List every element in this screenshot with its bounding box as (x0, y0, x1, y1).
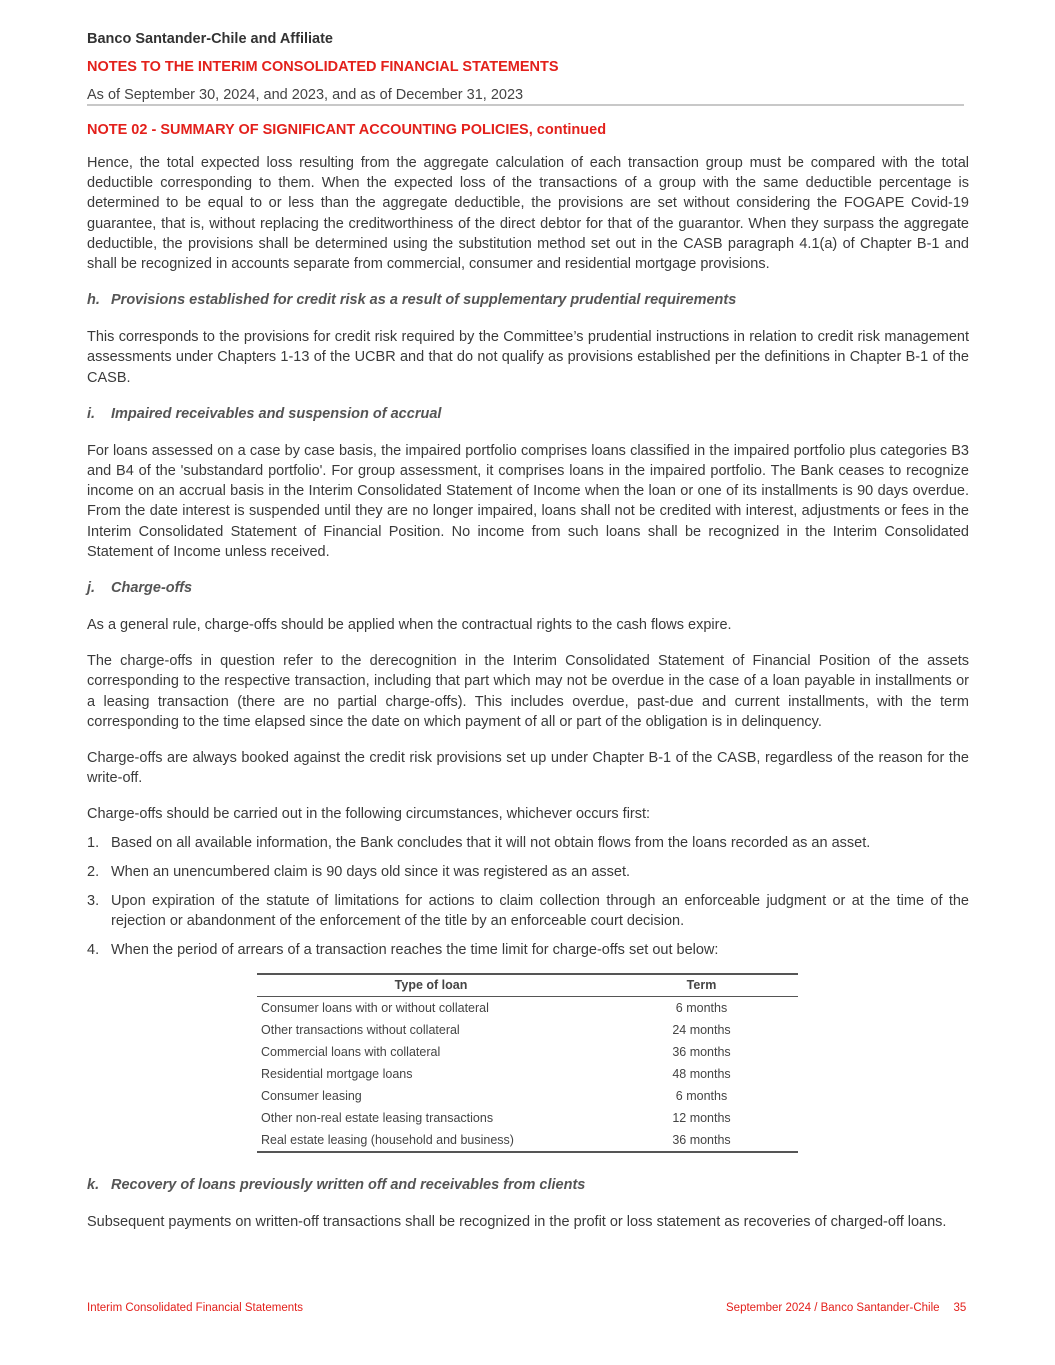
section-k-paragraph: Subsequent payments on written-off transactions shall be recognized in the profit or loss statement as recoveries of charged-off loans. (87, 1213, 947, 1230)
section-j-heading (87, 578, 969, 598)
term-cell: 12 months (672, 1110, 731, 1125)
footer-period: September 2024 / Banco Santander-Chile (726, 1302, 940, 1314)
section-h-paragraph: This corresponds to the provisions for credit risk required by the Committee’s prudential instructions in relation to credit risk management assessments under Chapters 1-13 of the UCBR and that do not qualify as provisions established per the definitions in Chapter B-1 of the CASB. (87, 329, 969, 386)
loan-type-cell: Residential mortgage loans (261, 1066, 413, 1081)
section-title: Charge-offs (111, 580, 193, 597)
term-cell: 24 months (672, 1022, 731, 1037)
section-letter: h. (87, 292, 100, 309)
table-row (257, 1041, 798, 1063)
term-cell: 36 months (672, 1044, 731, 1059)
table-header-row (257, 974, 798, 997)
table-row (257, 1063, 798, 1085)
table-row (257, 996, 798, 1019)
section-title: Recovery of loans previously written off and receivables from clients (111, 1176, 586, 1193)
list-item (87, 862, 969, 882)
table-row (257, 1129, 798, 1152)
loan-type-cell: Other non-real estate leasing transactions (261, 1110, 494, 1125)
term-cell: 36 months (605, 1129, 798, 1152)
list-item-number: 1. (87, 834, 100, 851)
term-cell: 48 months (672, 1066, 731, 1081)
loan-type-cell: Consumer loans with or without collateral (261, 1000, 489, 1015)
section-letter: j. (87, 580, 96, 597)
loan-type-cell: Real estate leasing (household and business) (257, 1129, 605, 1152)
term-cell: 6 months (675, 1000, 728, 1015)
footer-right (726, 1302, 966, 1314)
list-item-number: 4. (87, 942, 100, 959)
list-item-text: When the period of arrears of a transaction reaches the time limit for charge-offs set out below: (111, 942, 719, 959)
section-j-paragraph-4: Charge-offs should be carried out in the following circumstances, whichever occurs first: (87, 806, 651, 823)
section-j-paragraph-3: Charge-offs are always booked against the credit risk provisions set up under Chapter B-1 of the CASB, regardless of the reason for the write-off. (87, 750, 969, 787)
table-row (257, 1107, 798, 1129)
intro-paragraph: Hence, the total expected loss resulting from the aggregate calculation of each transaction group must be compared with the total deductible corresponding to them. When the expected loss of the transactions of a group with the same deductible percentage is determined to be equal to or less than the aggregate deductible, the provisions are set without considering the FOGAPE Covid-19 guarantee, that is, without replacing the creditworthiness of the direct debtor for that of the guarantor. When they surpass the aggregate deductible, the provisions shall be determined using the substitution method set out in the CASB paragraph 4.1(a) of Chapter B-1 and shall be recognized in accounts separate from commercial, consumer and residential mortgage provisions. (87, 155, 969, 273)
note-title: NOTE 02 - SUMMARY OF SIGNIFICANT ACCOUNTING POLICIES, continued (87, 122, 607, 138)
section-title: Provisions established for credit risk as a result of supplementary prudential requirements (111, 292, 737, 309)
list-item-number: 2. (87, 863, 100, 880)
header-divider (87, 104, 964, 106)
term-cell: 6 months (675, 1088, 728, 1103)
list-item-text: Upon expiration of the statute of limitations for actions to claim collection through an enforceable judgment or at the time of the rejection or abandonment of the enforcement of the title by an enforceable court decision. (111, 893, 969, 930)
section-k-heading (87, 1175, 969, 1195)
list-item-text: Based on all available information, the Bank concludes that it will not obtain flows from the loans recorded as an asset. (111, 834, 871, 851)
section-letter: i. (87, 405, 96, 422)
column-header-type: Type of loan (257, 974, 605, 997)
section-letter: k. (87, 1176, 100, 1193)
loan-type-cell: Other transactions without collateral (261, 1022, 460, 1037)
section-j-paragraph-2: The charge-offs in question refer to the derecognition in the Interim Consolidated Statement of Financial Position of the assets corresponding to the respective transaction, including that part which may not be overdue in the case of a loan payable in installments or a leasing transaction (there are no partial charge-offs). This includes overdue, past-due and current installments, with the term corresponding to the time elapsed since the date on which payment of all or part of the obligation is in delinquency. (87, 653, 969, 730)
column-header-term: Term (605, 974, 798, 997)
loan-type-cell: Consumer leasing (261, 1088, 362, 1103)
table-row (257, 1019, 798, 1041)
section-j-paragraph-1: As a general rule, charge-offs should be applied when the contractual rights to the cash flows expire. (87, 617, 732, 634)
list-item (87, 833, 969, 853)
charge-off-terms-table (257, 973, 798, 1153)
list-item (87, 940, 969, 960)
section-h-heading (87, 290, 969, 310)
page-number: 35 (953, 1302, 967, 1314)
section-i-paragraph: For loans assessed on a case by case basis, the impaired portfolio comprises loans classified in the impaired portfolio plus categories B3 and B4 of the 'substandard portfolio'. For group assessment, it comprises loans in the impaired portfolio. The Bank ceases to recognize income on an accrual basis in the Interim Consolidated Statement of Income when the loan or one of its installments is 90 days overdue. From the date interest is suspended until they are no longer impaired, loans shall not be credited with interest, adjustments or fees in the Interim Consolidated Statement of Financial Position. No income from such loans shall be recognized in the Interim Consolidated Statement of Income unless received. (87, 442, 969, 560)
date-line: As of September 30, 2024, and 2023, and as of December 31, 2023 (87, 87, 524, 103)
section-i-heading (87, 404, 969, 424)
loan-type-cell: Commercial loans with collateral (261, 1044, 441, 1059)
company-name: Banco Santander-Chile and Affiliate (87, 31, 333, 47)
table-row (257, 1085, 798, 1107)
document-body (87, 153, 969, 1248)
notes-title: NOTES TO THE INTERIM CONSOLIDATED FINANCIAL STATEMENTS (87, 59, 559, 75)
list-item-text: When an unencumbered claim is 90 days old since it was registered as an asset. (111, 863, 631, 880)
list-item-number: 3. (87, 893, 100, 910)
footer-document-title: Interim Consolidated Financial Statements (87, 1302, 304, 1314)
section-title: Impaired receivables and suspension of accrual (111, 405, 442, 422)
charge-off-circumstances-list (87, 833, 969, 961)
list-item (87, 891, 969, 931)
